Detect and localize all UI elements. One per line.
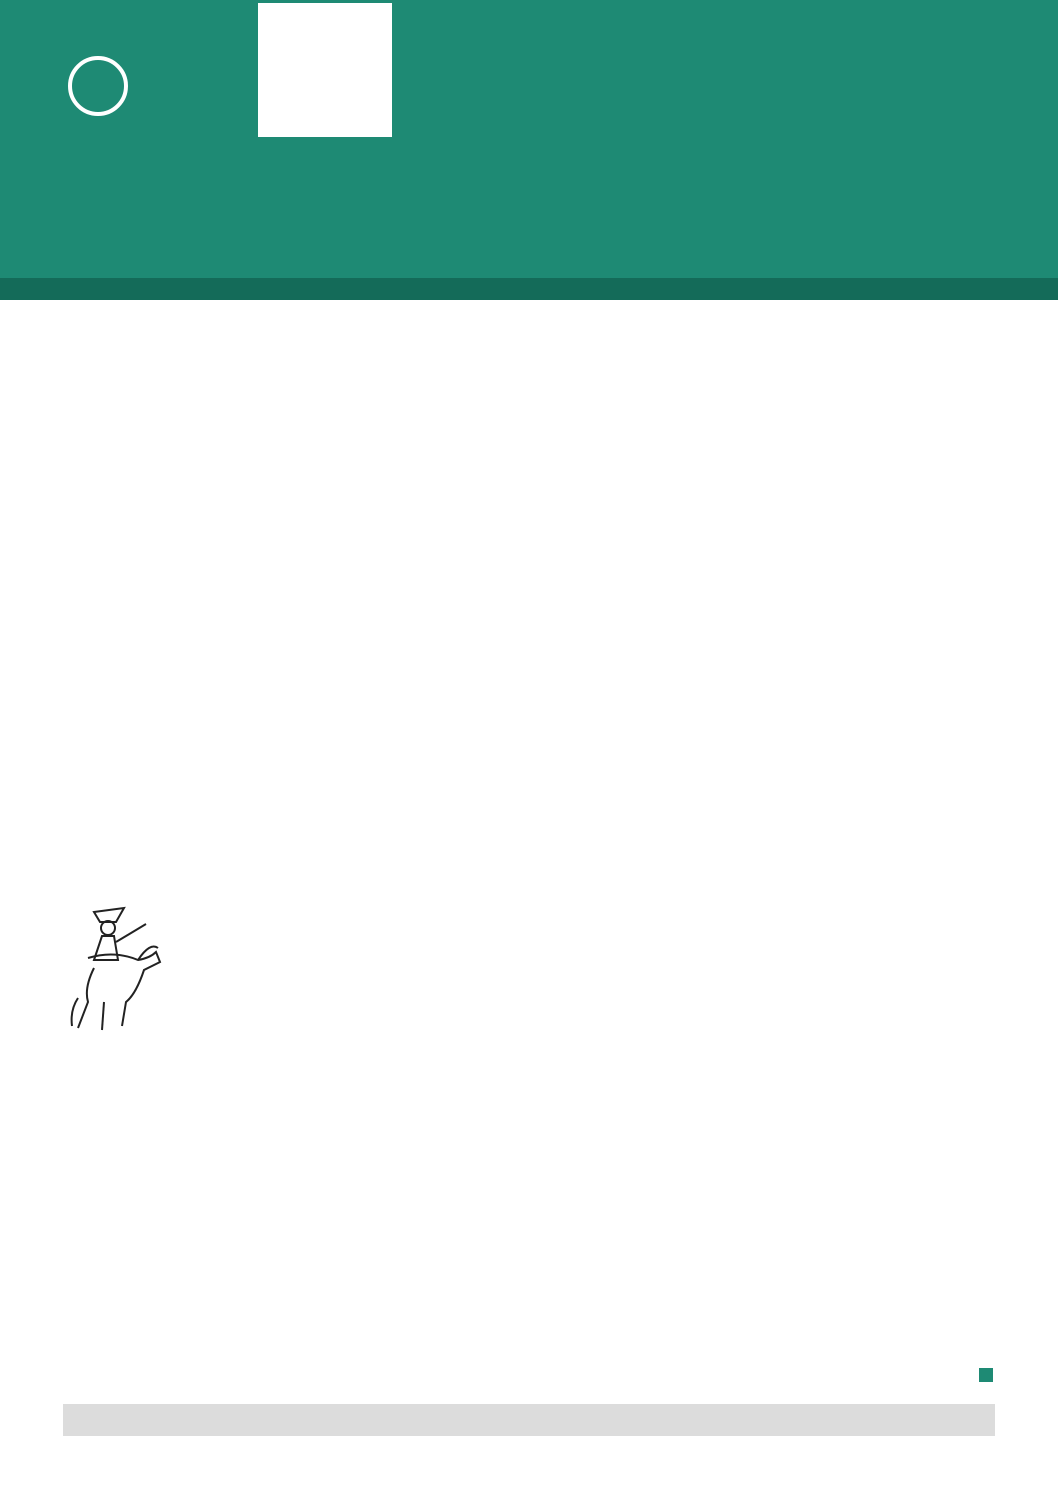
qr-code [258, 3, 392, 137]
inflation-line-chart [540, 762, 995, 1042]
header-divider-band [0, 278, 1058, 300]
napoleon-illustration [64, 898, 168, 1038]
page-footer [63, 1404, 995, 1436]
masthead-banner [0, 0, 1058, 278]
apatyka-logo [68, 56, 128, 116]
end-marker [979, 1368, 993, 1382]
